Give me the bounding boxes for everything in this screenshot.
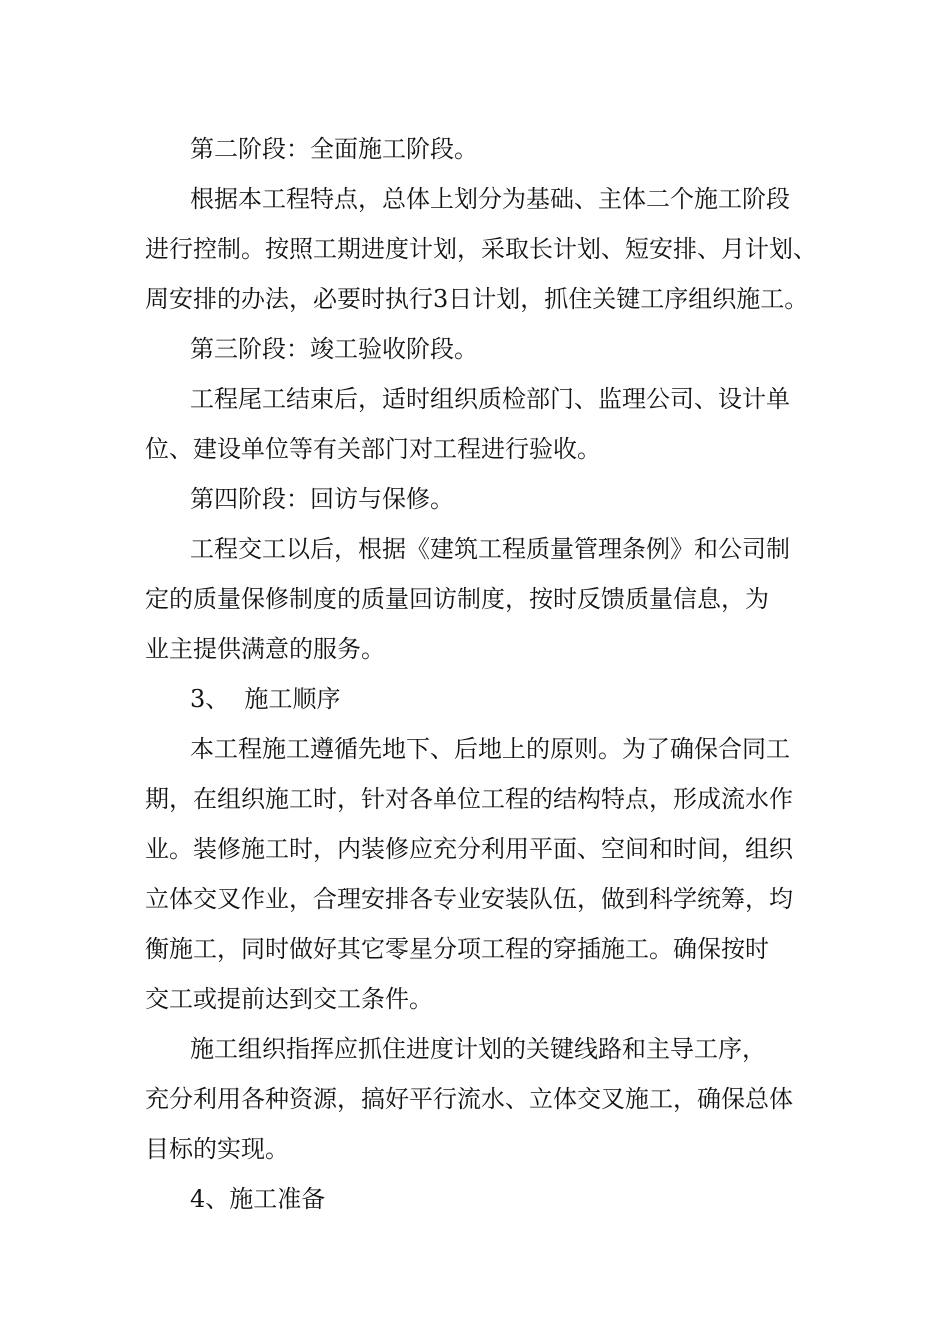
section-heading-construction-sequence: 3、 施工顺序 <box>190 685 341 713</box>
heading-stage-two: 第二阶段：全面施工阶段。 <box>190 135 478 163</box>
paragraph-line: 定的质量保修制度的质量回访制度，按时反馈质量信息，为 <box>145 585 769 613</box>
paragraph-line: 根据本工程特点，总体上划分为基础、主体二个施工阶段 <box>190 185 790 213</box>
paragraph-line: 业。装修施工时，内装修应充分利用平面、空间和时间，组织 <box>145 835 793 863</box>
heading-stage-three: 第三阶段：竣工验收阶段。 <box>190 335 478 363</box>
paragraph-line: 进行控制。按照工期进度计划，采取长计划、短安排、月计划、 <box>145 235 817 263</box>
paragraph-line: 目标的实现。 <box>145 1135 289 1163</box>
paragraph-line: 期，在组织施工时，针对各单位工程的结构特点，形成流水作 <box>145 785 793 813</box>
paragraph-line: 施工组织指挥应抓住进度计划的关键线路和主导工序， <box>190 1035 766 1063</box>
paragraph-line: 周安排的办法，必要时执行3日计划，抓住关键工序组织施工。 <box>145 285 809 313</box>
paragraph-line: 充分利用各种资源，搞好平行流水、立体交叉施工，确保总体 <box>145 1085 793 1113</box>
paragraph-line: 业主提供满意的服务。 <box>145 635 385 663</box>
section-heading-construction-preparation: 4、施工准备 <box>190 1185 326 1213</box>
heading-stage-four: 第四阶段：回访与保修。 <box>190 485 454 513</box>
paragraph-line: 立体交叉作业，合理安排各专业安装队伍，做到科学统筹，均 <box>145 885 793 913</box>
paragraph-line: 工程尾工结束后，适时组织质检部门、监理公司、设计单 <box>190 385 790 413</box>
paragraph-line: 工程交工以后，根据《建筑工程质量管理条例》和公司制 <box>190 535 790 563</box>
paragraph-line: 位、建设单位等有关部门对工程进行验收。 <box>145 435 601 463</box>
paragraph-line: 本工程施工遵循先地下、后地上的原则。为了确保合同工 <box>190 735 790 763</box>
paragraph-line: 衡施工，同时做好其它零星分项工程的穿插施工。确保按时 <box>145 935 769 963</box>
paragraph-line: 交工或提前达到交工条件。 <box>145 985 433 1013</box>
